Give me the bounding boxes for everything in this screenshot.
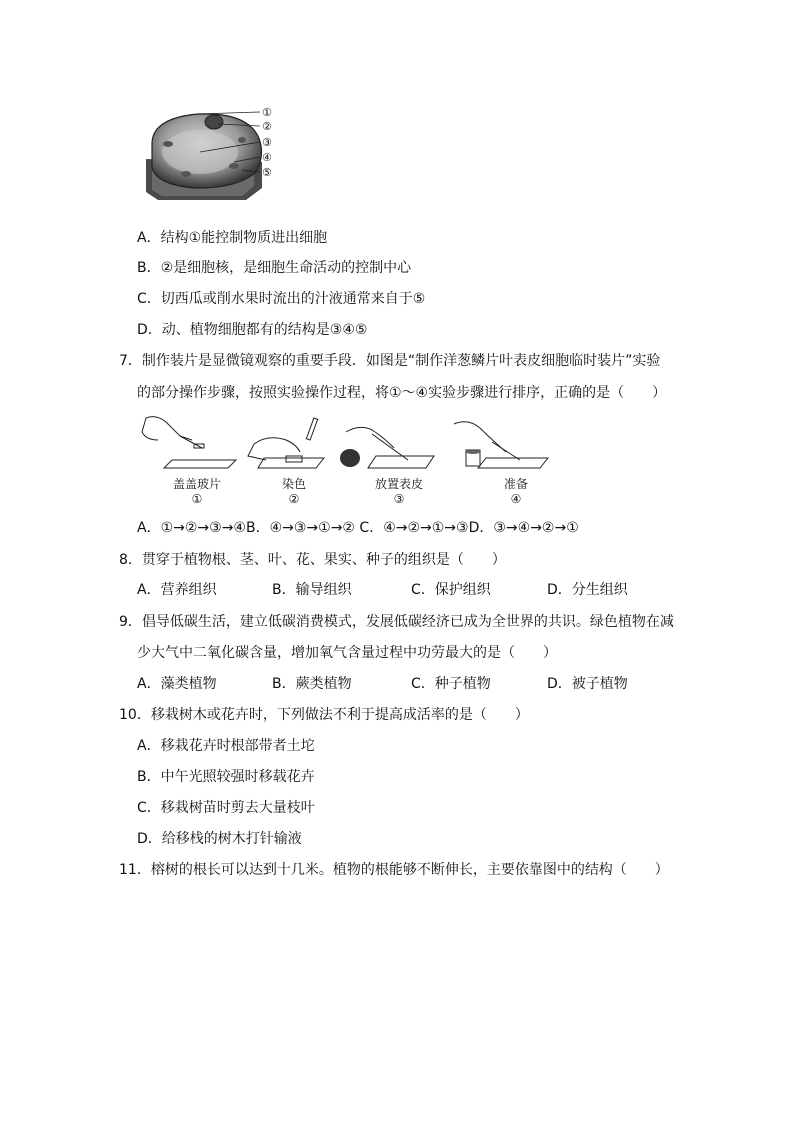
q8-stem: 8．贯穿于植物根、茎、叶、花、果实、种子的组织是（ ） xyxy=(119,552,506,568)
q7-stem-line2: 的部分操作步骤，按照实验操作过程，将①～④实验步骤进行排序，正确的是（ ） xyxy=(137,385,667,401)
q7-step4-label: 准备 xyxy=(503,477,528,491)
q8-options xyxy=(137,580,657,600)
callout-5: ⑤ xyxy=(262,166,272,179)
q8-option-a: A．营养组织 xyxy=(137,582,217,598)
q9-option-b: B．蕨类植物 xyxy=(272,676,352,692)
q9-option-d: D．被子植物 xyxy=(547,676,628,692)
q7-stem-line1: 7．制作装片是显微镜观察的重要手段．如图是“制作洋葱鳞片叶表皮细胞临时装片”实验 xyxy=(119,353,661,369)
q9-options xyxy=(137,674,657,694)
q11-stem: 11．榕树的根长可以达到十几米。植物的根能够不断伸长，主要依靠图中的结构（ ） xyxy=(119,862,669,878)
q7-step2-num: ② xyxy=(288,492,300,506)
q7-step3-num: ③ xyxy=(393,492,405,506)
callout-3: ③ xyxy=(262,136,272,149)
q7-step3-label: 放置表皮 xyxy=(374,477,423,491)
q9-option-a: A．藻类植物 xyxy=(137,676,217,692)
q10-option-b: B．中午光照较强时移载花卉 xyxy=(137,769,315,785)
q7-step1-label: 盖盖玻片 xyxy=(172,477,221,491)
q9-stem-line1: 9．倡导低碳生活，建立低碳消费模式，发展低碳经济已成为全世界的共识。绿色植物在减 xyxy=(119,614,674,630)
q6-option-d: D．动、植物细胞都有的结构是③④⑤ xyxy=(137,322,368,338)
q6-option-c: C．切西瓜或削水果时流出的汁液通常来自于⑤ xyxy=(137,291,426,307)
q10-option-a: A．移栽花卉时根部带者土坨 xyxy=(137,738,315,754)
q7-step4-num: ④ xyxy=(510,492,522,506)
callout-4: ④ xyxy=(262,151,272,164)
q6-option-a: A．结构①能控制物质进出细胞 xyxy=(137,230,328,246)
q7-steps-figure xyxy=(136,412,556,478)
q8-option-b: B．输导组织 xyxy=(272,582,352,598)
callout-1: ① xyxy=(262,106,272,119)
q9-option-c: C．种子植物 xyxy=(411,676,491,692)
q8-option-d: D．分生组织 xyxy=(547,582,628,598)
q6-option-b: B．②是细胞核，是细胞生命活动的控制中心 xyxy=(137,260,412,276)
q10-option-c: C．移栽树苗时剪去大量枝叶 xyxy=(137,800,315,816)
q10-stem: 10．移栽树木或花卉时，下列做法不利于提高成活率的是（ ） xyxy=(119,707,529,723)
q10-option-d: D．给移栈的树木打针输液 xyxy=(137,831,302,847)
q7-options: A．①→②→③→④B．④→③→①→② C．④→②→①→③D．③→④→②→① xyxy=(137,520,579,536)
callout-2: ② xyxy=(262,120,272,133)
q7-step1-num: ① xyxy=(191,492,203,506)
q8-option-c: C．保护组织 xyxy=(411,582,491,598)
q7-step2-label: 染色 xyxy=(281,477,306,491)
q9-stem-line2: 少大气中二氧化碳含量，增加氧气含量过程中功劳最大的是（ ） xyxy=(137,645,557,661)
